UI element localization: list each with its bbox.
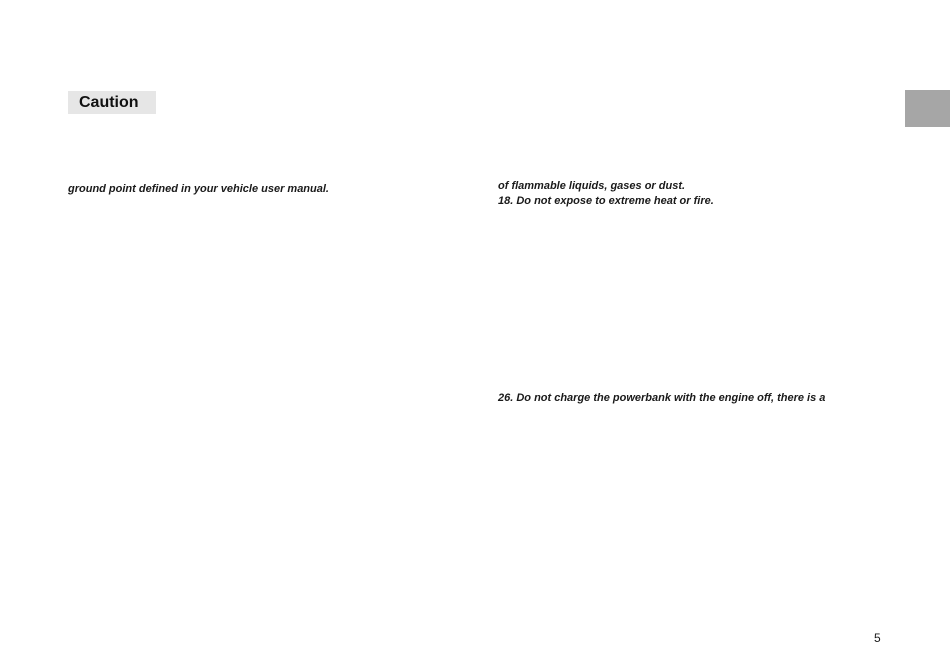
left-column-line: ground point defined in your vehicle user manual. — [68, 183, 329, 195]
caution-heading: Caution — [68, 91, 156, 114]
right-column-line: of flammable liquids, gases or dust. — [498, 180, 686, 192]
section-edge-tab — [905, 90, 950, 127]
right-column-line: 26. Do not charge the powerbank with the engine off, there is a — [498, 392, 826, 404]
page-number: 5 — [874, 631, 881, 645]
right-column-line: 18. Do not expose to extreme heat or fire. — [498, 195, 714, 207]
